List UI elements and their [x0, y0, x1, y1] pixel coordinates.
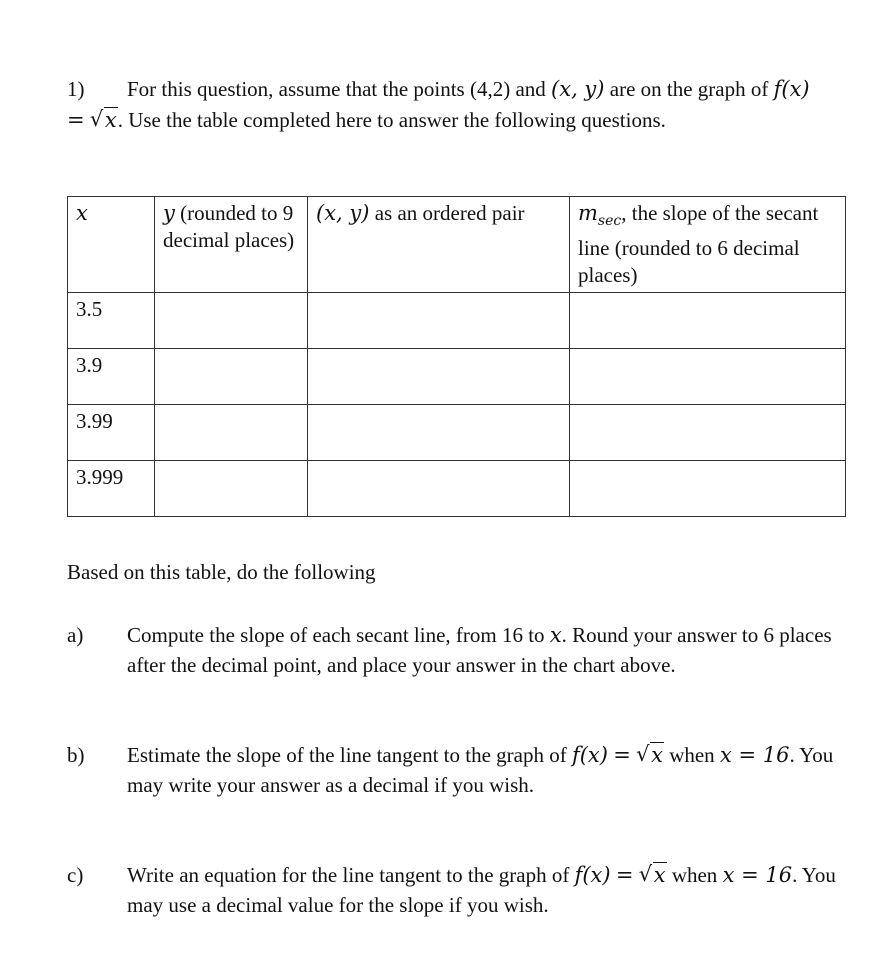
cell-x: 3.999	[68, 461, 155, 517]
cell-pair[interactable]	[308, 461, 570, 517]
part-a-text: Compute the slope of each secant line, from 16 to x. Round your answer to 6 places after the decimal point, and place your answer in the chart above.	[127, 623, 832, 677]
cell-x: 3.5	[68, 293, 155, 349]
table-header-row	[68, 197, 846, 293]
header-msec: $m_{sec}$, the slope of the secant line (rounded to 6 decimal places)	[570, 197, 846, 293]
cell-msec[interactable]	[570, 349, 846, 405]
intro-text-c: . Use the table completed here to answer the following questions.	[117, 108, 666, 132]
part-b-label: b)	[67, 743, 85, 767]
header-x: x	[68, 197, 155, 293]
intro-pair: (x, y)	[551, 77, 605, 101]
header-ordered-pair: (x, y) as an ordered pair	[308, 197, 570, 293]
cell-msec[interactable]	[570, 293, 846, 349]
part-c-text: Write an equation for the line tangent to the graph of f(x) = √ x when x = 16. You may use a decimal value for the slope if you wish.	[127, 860, 847, 920]
cell-y[interactable]	[155, 405, 308, 461]
cell-y[interactable]	[155, 349, 308, 405]
header-y: y (rounded to 9 decimal places)	[155, 197, 308, 293]
cell-y[interactable]	[155, 293, 308, 349]
intro-eq: =	[67, 108, 85, 132]
table-row	[68, 293, 846, 349]
cell-y[interactable]	[155, 461, 308, 517]
cell-msec[interactable]	[570, 405, 846, 461]
cell-x: 3.99	[68, 405, 155, 461]
question-intro	[67, 74, 827, 136]
intro-text-b: are on the graph of	[609, 77, 769, 101]
table-row	[68, 461, 846, 517]
part-a-label: a)	[67, 623, 84, 647]
intro-text-a: For this question, assume that the points (4,2) and	[127, 77, 546, 101]
part-c-sqrt: √ x	[639, 860, 667, 890]
question-number: 1)	[67, 77, 85, 101]
part-c-label: c)	[67, 863, 84, 887]
data-table	[67, 196, 846, 517]
table-row	[68, 349, 846, 405]
cell-pair[interactable]	[308, 349, 570, 405]
table-row	[68, 405, 846, 461]
cell-pair[interactable]	[308, 293, 570, 349]
part-b-sqrt: √ x	[636, 740, 664, 770]
instructions-heading: Based on this table, do the following	[67, 560, 376, 584]
part-b-text: Estimate the slope of the line tangent to the graph of f(x) = √ x when x = 16. You may write your answer as a decimal if you wish.	[127, 740, 847, 800]
cell-x: 3.9	[68, 349, 155, 405]
intro-fx: f(x)	[773, 77, 810, 101]
intro-sqrt	[90, 105, 118, 136]
intro-radicand: x	[104, 108, 117, 132]
cell-msec[interactable]	[570, 461, 846, 517]
cell-pair[interactable]	[308, 405, 570, 461]
